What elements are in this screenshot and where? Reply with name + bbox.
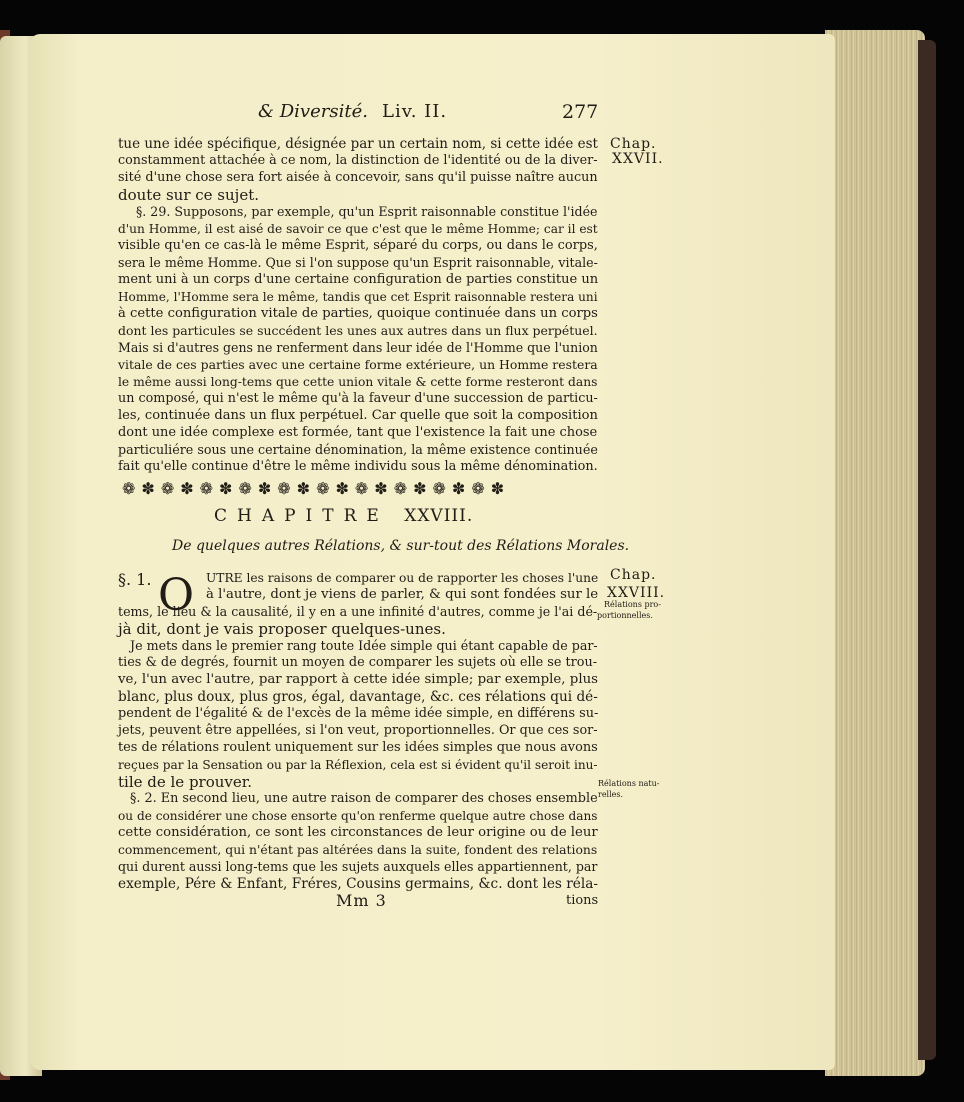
text-line: qui durent aussi long-tems que les sujets auxquels elles appartiennent, par bbox=[118, 859, 598, 874]
chapter-label: CHAPITRE bbox=[214, 506, 389, 526]
ornament-glyph-icon: ❁ bbox=[277, 478, 291, 498]
page-block-edges bbox=[825, 30, 925, 1076]
chapter-heading bbox=[214, 506, 473, 526]
margin-chap-label: Chap. bbox=[610, 136, 657, 152]
text-line: blanc, plus doux, plus gros, égal, davantage, &c. ces rélations qui dé- bbox=[118, 689, 598, 705]
chapter-subtitle: De quelques autres Rélations, & sur-tout des Rélations Morales. bbox=[172, 538, 630, 554]
text-line: commencement, qui n'étant pas altérées dans la suite, fondent des relations bbox=[118, 842, 598, 857]
text-line: sera le même Homme. Que si l'on suppose qu'un Esprit raisonnable, vitale- bbox=[118, 255, 598, 270]
text-line: tile de le prouver. bbox=[118, 773, 253, 791]
margin-note-natural-2: relles. bbox=[598, 790, 624, 799]
text-line: Je mets dans le premier rang toute Idée simple qui étant capable de par- bbox=[130, 638, 598, 653]
ornament-glyph-icon: ✽ bbox=[413, 478, 427, 498]
catchword: tions bbox=[566, 893, 599, 908]
ornament-glyph-icon: ❁ bbox=[316, 478, 330, 498]
decorative-ornament-band bbox=[122, 479, 592, 497]
ornament-glyph-icon: ✽ bbox=[374, 478, 388, 498]
text-line: ties & de degrés, fournit un moyen de comparer les sujets où elle se trou- bbox=[118, 655, 598, 670]
text-line: Mais si d'autres gens ne renferment dans leur idée de l'Homme que l'union bbox=[118, 340, 598, 355]
text-line: Homme, l'Homme sera le même, tandis que cet Esprit raisonnable restera uni bbox=[118, 290, 598, 304]
margin-note-natural-1: Rélations natu- bbox=[598, 779, 660, 788]
chapter-number: XXVIII. bbox=[404, 506, 474, 526]
text-line: tue une idée spécifique, désignée par un certain nom, si cette idée est bbox=[118, 136, 598, 152]
ornament-glyph-icon: ✽ bbox=[335, 478, 349, 498]
text-line: ou de considérer une chose ensorte qu'on renferme quelque autre chose dans bbox=[118, 809, 598, 823]
text-line: fait qu'elle continue d'être le même individu sous la même dénomination. bbox=[118, 459, 598, 474]
ornament-glyph-icon: ✽ bbox=[490, 478, 505, 498]
section-marker: §. 1. bbox=[118, 570, 152, 589]
page-number: 277 bbox=[562, 101, 599, 123]
ornament-glyph-icon: ❁ bbox=[238, 478, 252, 498]
text-line: ment uni à un corps d'une certaine configuration de parties constitue un bbox=[118, 272, 599, 287]
ornament-glyph-icon: ❁ bbox=[160, 478, 175, 498]
ornament-glyph-icon: ❁ bbox=[393, 478, 408, 498]
text-line: jets, peuvent être appellées, si l'on veut, proportionnelles. Or que ces sor- bbox=[118, 723, 598, 738]
ornament-glyph-icon: ❁ bbox=[471, 478, 485, 498]
ornament-glyph-icon: ❁ bbox=[354, 478, 369, 498]
ornament-glyph-icon: ✽ bbox=[219, 478, 233, 498]
ornament-glyph-icon: ✽ bbox=[180, 478, 194, 498]
ornament-glyph-icon: ❁ bbox=[122, 478, 136, 498]
running-head-book: Liv. II. bbox=[382, 101, 448, 122]
text-line: un composé, qui n'est le même qu'à la faveur d'une succession de particu- bbox=[118, 391, 598, 406]
text-line: UTRE les raisons de comparer ou de rapporter les choses l'une bbox=[206, 571, 599, 585]
ornament-glyph-icon: ❁ bbox=[432, 478, 446, 498]
text-line: le même aussi long-tems que cette union vitale & cette forme resteront dans bbox=[118, 375, 598, 389]
text-line: §. 2. En second lieu, une autre raison de comparer des choses ensemble bbox=[130, 791, 598, 806]
text-line: jà dit, dont je vais proposer quelques-unes. bbox=[118, 620, 446, 638]
drop-cap: O bbox=[158, 570, 195, 621]
text-line: tems, le lieu & la causalité, il y en a une infinité d'autres, comme je l'ai dé- bbox=[118, 604, 598, 619]
margin-chap-number: XXVII. bbox=[612, 151, 664, 167]
text-line: ve, l'un avec l'autre, par rapport à cette idée simple; par exemple, plus bbox=[118, 672, 599, 687]
text-line: à l'autre, dont je viens de parler, & qui sont fondées sur le bbox=[206, 587, 599, 602]
text-line: tes de rélations roulent uniquement sur les idées simples que nous avons bbox=[118, 740, 598, 755]
running-head-title: & Diversité. bbox=[258, 101, 368, 122]
text-line: sité d'une chose sera fort aisée à concevoir, sans qu'il puisse naître aucun bbox=[118, 170, 598, 185]
text-line: doute sur ce sujet. bbox=[118, 186, 259, 204]
margin-note-proportional-2: portionnelles. bbox=[597, 611, 653, 620]
ornament-glyph-icon: ✽ bbox=[141, 478, 155, 498]
text-line: dont une idée complexe est formée, tant que l'existence la fait une chose bbox=[118, 425, 598, 440]
ornament-glyph-icon: ✽ bbox=[451, 478, 466, 498]
text-line: reçues par la Sensation ou par la Réflexion, cela est si évident qu'il seroit inu- bbox=[118, 758, 598, 772]
text-line: pendent de l'égalité & de l'excès de la même idée simple, en différens su- bbox=[118, 706, 599, 721]
ornament-glyph-icon: ✽ bbox=[257, 478, 272, 498]
ornament-glyph-icon: ✽ bbox=[296, 478, 311, 498]
text-line: dont les particules se succédent les unes aux autres dans un flux perpétuel. bbox=[118, 323, 598, 338]
text-line: cette considération, ce sont les circonstances de leur origine ou de leur bbox=[118, 825, 598, 840]
signature-mark: Mm 3 bbox=[336, 891, 387, 910]
text-line: d'un Homme, il est aisé de savoir ce que c'est que le même Homme; car il est bbox=[118, 222, 598, 236]
text-line: §. 29. Supposons, par exemple, qu'un Esprit raisonnable constitue l'idée bbox=[136, 204, 598, 219]
text-line: vitale de ces parties avec une certaine forme extérieure, un Homme restera bbox=[118, 357, 598, 372]
text-line: visible qu'en ce cas-là le même Esprit, séparé du corps, ou dans le corps, bbox=[118, 238, 598, 253]
text-line: exemple, Pére & Enfant, Fréres, Cousins germains, &c. dont les réla- bbox=[118, 876, 598, 892]
text-line: particuliére sous une certaine dénomination, la même existence continuée bbox=[118, 442, 598, 457]
text-line: constamment attachée à ce nom, la distinction de l'identité ou de la diver- bbox=[118, 153, 598, 168]
margin-chap-label-2: Chap. bbox=[610, 567, 657, 583]
book-cover-right bbox=[918, 40, 936, 1060]
margin-chap-number-2: XXVIII. bbox=[607, 585, 666, 601]
text-line: les, continuée dans un flux perpétuel. Car quelle que soit la composition bbox=[118, 408, 598, 423]
margin-note-proportional-1: Rélations pro- bbox=[604, 600, 661, 609]
ornament-glyph-icon: ❁ bbox=[199, 478, 214, 498]
text-line: à cette configuration vitale de parties, quoique continuée dans un corps bbox=[118, 306, 598, 321]
